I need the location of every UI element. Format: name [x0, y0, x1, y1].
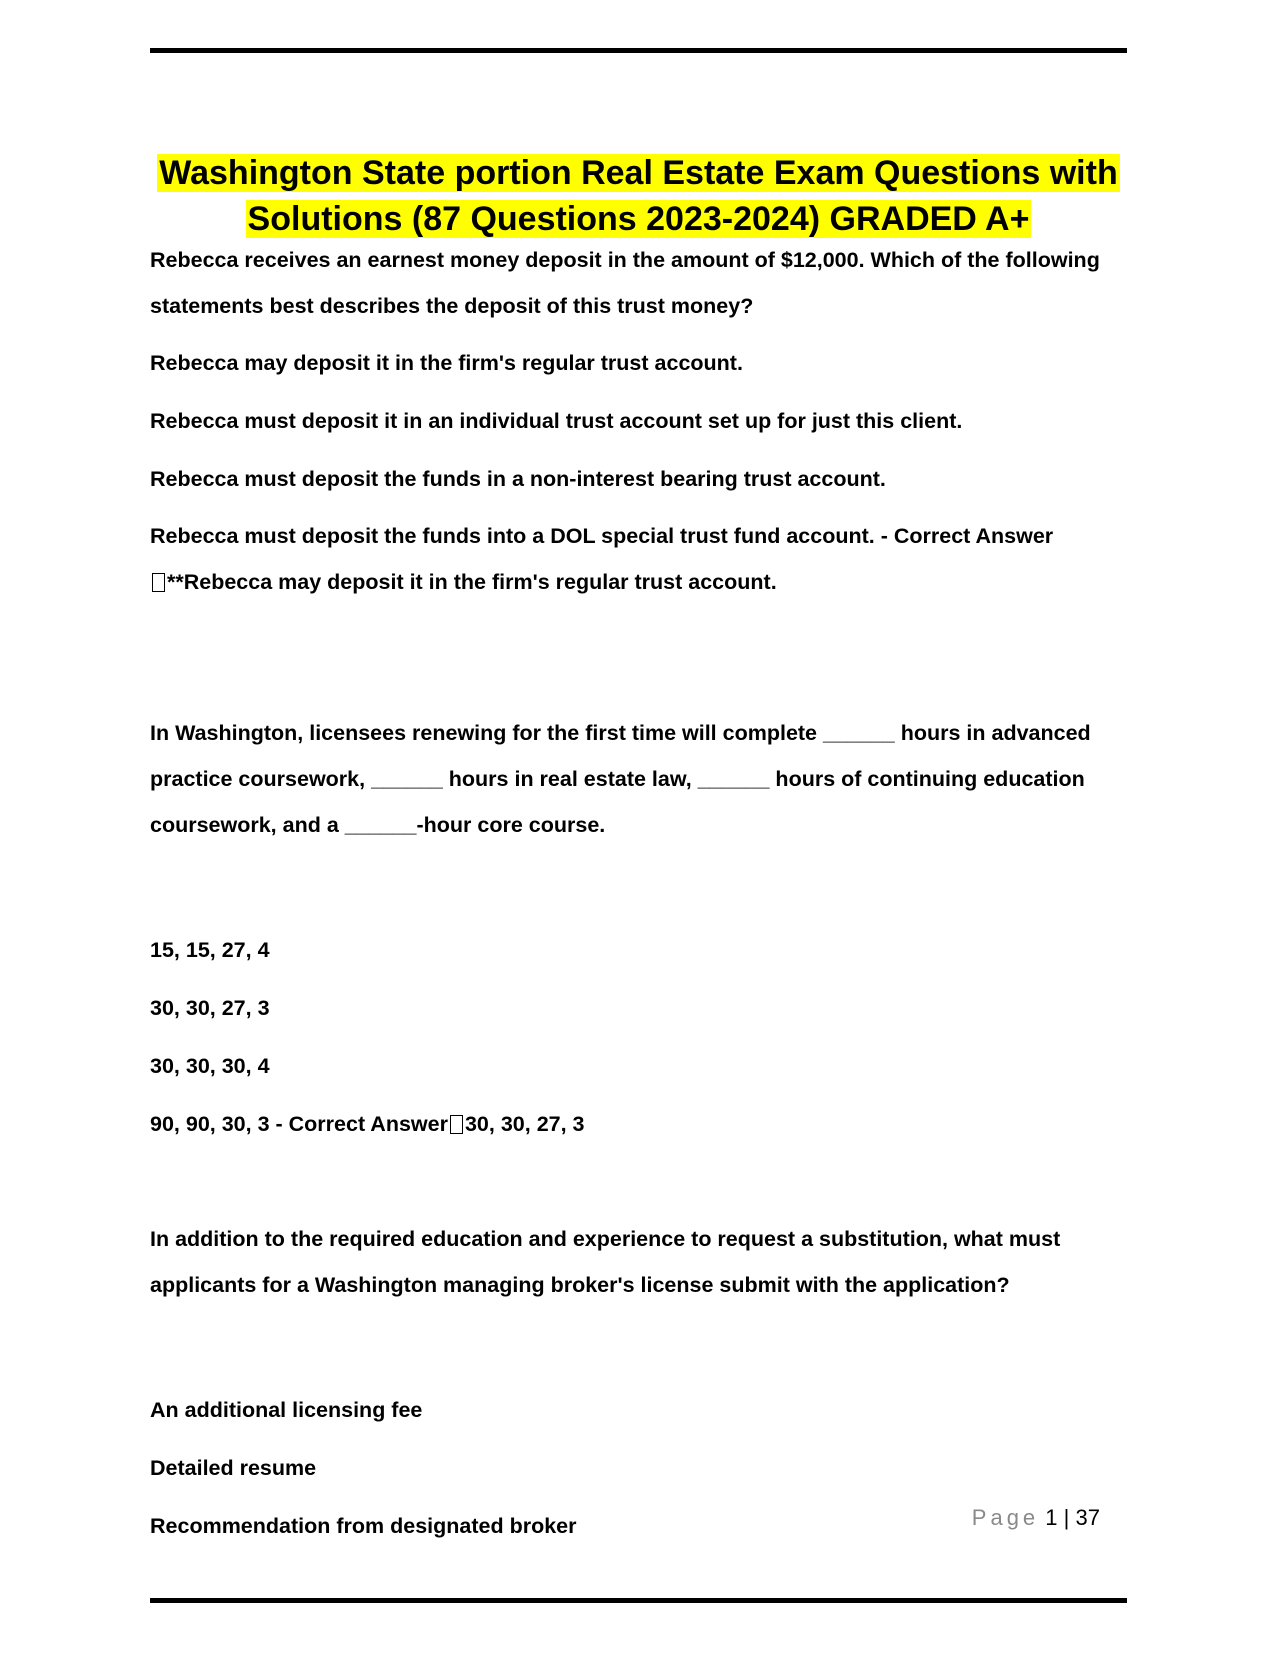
- title-highlight: Washington State portion Real Estate Exam Questions with Solutions (87 Questions 2023-2024) GRADED A+: [159, 154, 1118, 238]
- page-number-footer: [972, 1505, 1100, 1531]
- question-1-stem: Rebecca receives an earnest money deposit in the amount of $12,000. Which of the following statements best describes the deposit of this trust money?: [150, 248, 1100, 318]
- question-1-option-2: Rebecca must deposit it in an individual trust account set up for just this client.: [150, 409, 963, 433]
- question-3-option-1: An additional licensing fee: [150, 1398, 423, 1422]
- question-2-answer: 30, 30, 27, 3: [464, 1112, 585, 1136]
- question-3-stem: In addition to the required education and experience to request a substitution, what must applicants for a Washington managing broker's license submit with the application?: [150, 1227, 1061, 1297]
- page-separator: |: [1063, 1505, 1070, 1530]
- question-1-option-1: Rebecca may deposit it in the firm's regular trust account.: [150, 351, 743, 375]
- question-2-last-option: [150, 1110, 1135, 1138]
- question-2-option-2: 30, 30, 27, 3: [150, 996, 270, 1020]
- question-1-last-option: [150, 513, 1135, 605]
- page-label: Page: [971, 1505, 1040, 1530]
- footer-rule: [150, 1598, 1127, 1603]
- missing-glyph-icon: [152, 573, 165, 592]
- question-2-option-3: 30, 30, 30, 4: [150, 1054, 270, 1078]
- document-body: [150, 237, 1135, 1540]
- document-title: [150, 150, 1127, 242]
- question-2-last-option-text: 90, 90, 30, 3 - Correct Answer: [150, 1112, 448, 1136]
- page-number: 1: [1045, 1505, 1058, 1530]
- question-3-option-3: Recommendation from designated broker: [150, 1514, 577, 1538]
- header-rule: [150, 48, 1127, 53]
- question-1-option-3: Rebecca must deposit the funds in a non-interest bearing trust account.: [150, 467, 886, 491]
- question-2-option-1: 15, 15, 27, 4: [150, 938, 270, 962]
- question-1-answer: **Rebecca may deposit it in the firm's regular trust account.: [167, 570, 777, 594]
- question-2-stem: In Washington, licensees renewing for the first time will complete ______ hours in advanced practice coursework, ______ hours in real estate law, ______ hours of continuing education coursework, and a ______-hour core course.: [150, 721, 1091, 837]
- question-1-last-option-text: Rebecca must deposit the funds into a DOL special trust fund account. - Correct Answer: [150, 524, 1054, 548]
- missing-glyph-icon: [450, 1115, 463, 1134]
- question-3-option-2: Detailed resume: [150, 1456, 317, 1480]
- total-pages: 37: [1075, 1505, 1100, 1530]
